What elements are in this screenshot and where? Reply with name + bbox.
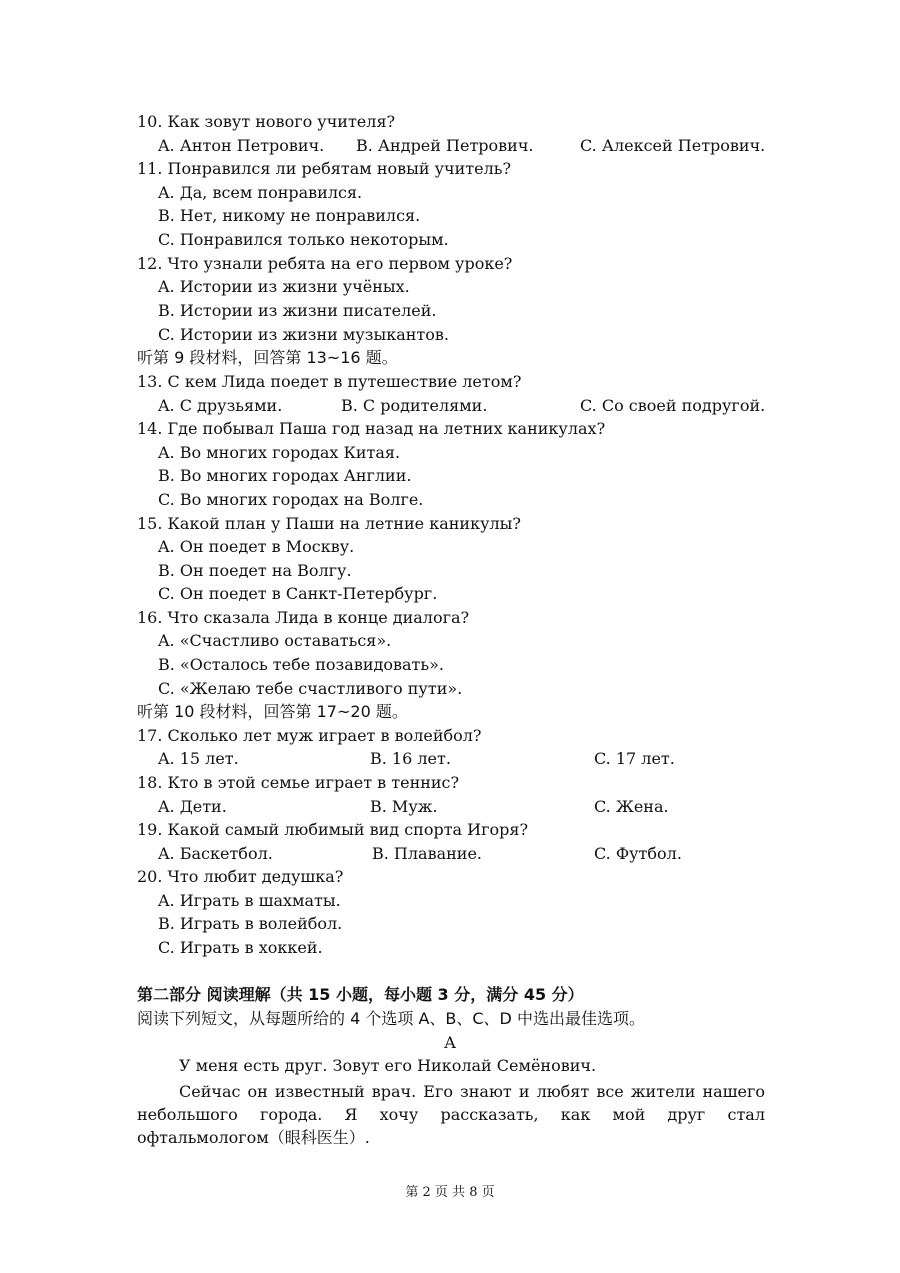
option-17-a: A. 15 лет. (158, 749, 239, 768)
page-number: 第 2 页 共 8 页 (405, 1185, 495, 1200)
option-20-b: B. Играть в волейбол. (158, 914, 343, 933)
option-12-b: B. Истории из жизни писателей. (158, 301, 437, 320)
option-10-a: A. Антон Петрович. (158, 136, 325, 155)
option-13-a: A. С друзьями. (158, 396, 283, 415)
option-17-c: C. 17 лет. (594, 749, 675, 768)
question-13: 13. С кем Лида поедет в путешествие летом? (137, 372, 522, 391)
option-11-c: C. Понравился только некоторым. (158, 230, 449, 249)
question-16: 16. Что сказала Лида в конце диалога? (137, 608, 470, 627)
option-14-b: B. Во многих городах Англии. (158, 466, 412, 485)
option-12-c: C. Истории из жизни музыкантов. (158, 325, 449, 344)
option-19-a: A. Баскетбол. (158, 844, 273, 863)
option-18-b: B. Муж. (370, 797, 438, 816)
question-18: 18. Кто в этой семье играет в теннис? (137, 773, 460, 792)
question-14: 14. Где побывал Паша год назад на летних каникулах? (137, 419, 606, 438)
option-13-c: C. Со своей подругой. (580, 396, 766, 415)
question-19: 19. Какой самый любимый вид спорта Игоря? (137, 820, 529, 839)
passage-paragraph-1: У меня есть друг. Зовут его Николай Семёнович. (179, 1056, 597, 1075)
option-14-c: C. Во многих городах на Волге. (158, 490, 424, 509)
question-11: 11. Понравился ли ребятам новый учитель? (137, 159, 512, 178)
option-16-a: A. «Счастливо оставаться». (158, 631, 392, 650)
option-18-c: C. Жена. (594, 797, 669, 816)
listening-instruction-10: 听第 10 段材料，回答第 17~20 题。 (137, 702, 408, 721)
question-17: 17. Сколько лет муж играет в волейбол? (137, 726, 482, 745)
option-19-b: B. Плавание. (372, 844, 483, 863)
option-16-c: C. «Желаю тебе счастливого пути». (158, 679, 463, 698)
option-12-a: A. Истории из жизни учёных. (158, 277, 410, 296)
question-20: 20. Что любит дедушка? (137, 867, 344, 886)
option-13-b: B. С родителями. (341, 396, 488, 415)
option-16-b: B. «Осталось тебе позавидовать». (158, 655, 444, 674)
option-15-b: B. Он поедет на Волгу. (158, 561, 352, 580)
section-title: 第二部分 阅读理解（共 15 小题，每小题 3 分，满分 45 分） (137, 985, 584, 1004)
listening-instruction-9: 听第 9 段材料，回答第 13~16 题。 (137, 348, 398, 367)
question-10: 10. Как зовут нового учителя? (137, 112, 396, 131)
section-instruction: 阅读下列短文，从每题所给的 4 个选项 A、B、C、D 中选出最佳选项。 (137, 1009, 645, 1028)
question-15: 15. Какой план у Паши на летние каникулы? (137, 514, 521, 533)
option-10-c: C. Алексей Петрович. (580, 136, 766, 155)
passage-paragraph-2: Сейчас он известный врач. Его знают и любят все жители нашего небольшого города. Я хочу рассказать, как мой друг стал офтальмологом（眼科医生）. (137, 1082, 765, 1147)
passage-label: A (444, 1033, 456, 1052)
option-18-a: A. Дети. (158, 797, 227, 816)
option-17-b: B. 16 лет. (370, 749, 451, 768)
option-19-c: C. Футбол. (594, 844, 682, 863)
option-20-c: C. Играть в хоккей. (158, 938, 323, 957)
option-15-a: A. Он поедет в Москву. (158, 537, 355, 556)
option-14-a: A. Во многих городах Китая. (158, 443, 401, 462)
option-11-a: A. Да, всем понравился. (158, 183, 363, 202)
option-10-b: B. Андрей Петрович. (356, 136, 534, 155)
option-20-a: A. Играть в шахматы. (158, 891, 341, 910)
option-11-b: B. Нет, никому не понравился. (158, 206, 421, 225)
question-12: 12. Что узнали ребята на его первом уроке? (137, 254, 513, 273)
option-15-c: C. Он поедет в Санкт-Петербург. (158, 584, 438, 603)
